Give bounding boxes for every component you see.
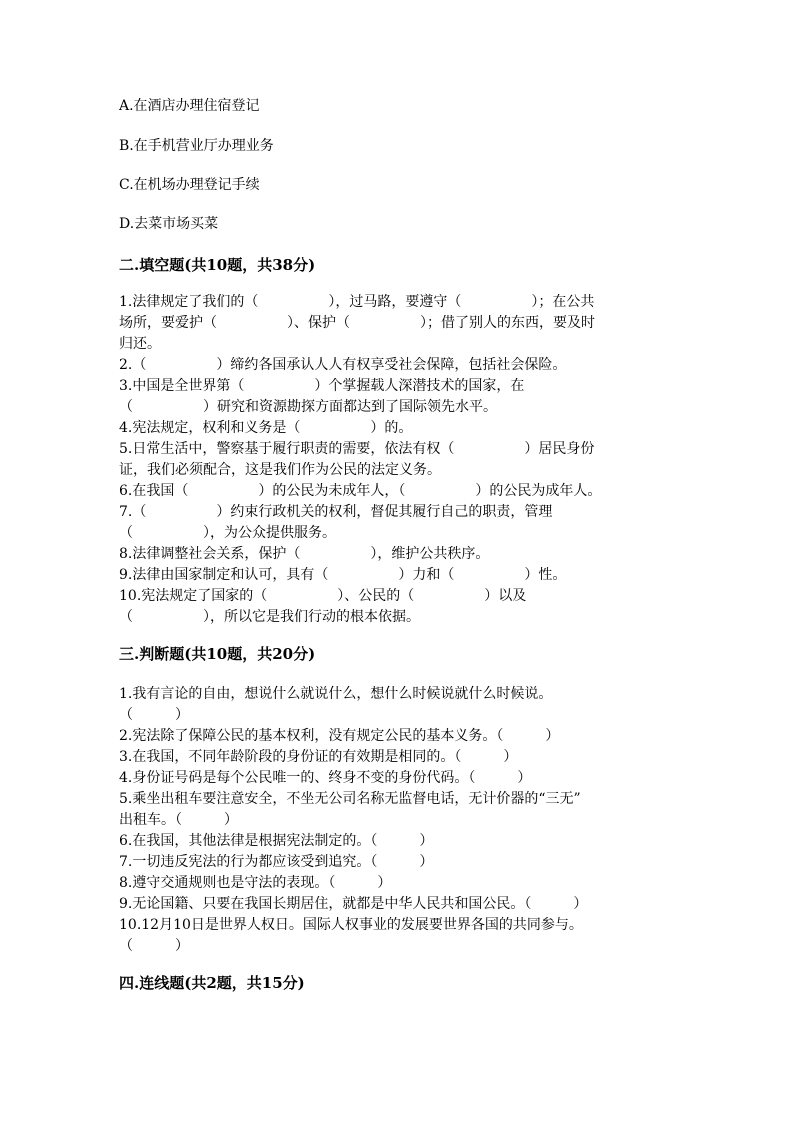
judge-question-2 xyxy=(119,726,679,747)
question-line: 10.宪法规定了国家的（ ）、公民的（ ）以及 xyxy=(119,588,527,604)
question-line: （ ） xyxy=(119,707,189,723)
question-line: 5.乘坐出租车要注意安全，不坐无公司名称无监督电话，无计价器的“三无” xyxy=(119,791,581,807)
question-line: 8.遵守交通规则也是守法的表现。（ ） xyxy=(119,875,392,891)
option-c: C.在机场办理登记手续 xyxy=(119,177,260,193)
judge-question-1 xyxy=(119,684,679,726)
question-line: 4.身份证号码是每个公民唯一的、终身不变的身份代码。（ ） xyxy=(119,770,532,786)
question-line: 3.中国是全世界第（ ）个掌握载人深潜技术的国家，在 xyxy=(119,378,525,394)
question-line: （ ） xyxy=(119,938,189,954)
judge-question-7 xyxy=(119,852,679,873)
judge-question-10 xyxy=(119,915,679,957)
judge-question-4 xyxy=(119,768,679,789)
judge-question-5 xyxy=(119,789,679,831)
fill-question-7 xyxy=(119,502,679,544)
question-line: 出租车。（ ） xyxy=(119,812,238,828)
question-line: 6.在我国（ ）的公民为未成年人，（ ）的公民为成年人。 xyxy=(119,483,602,499)
fill-question-3 xyxy=(119,376,679,418)
fill-question-6 xyxy=(119,481,679,502)
option-d: D.去菜市场买菜 xyxy=(119,216,219,232)
section-heading-fill-blank: 二.填空题(共10题，共38分) xyxy=(119,256,316,274)
question-line: 8.法律调整社会关系，保护（ ），维护公共秩序。 xyxy=(119,546,490,562)
option-b: B.在手机营业厅办理业务 xyxy=(119,138,274,154)
judge-question-8 xyxy=(119,873,679,894)
question-line: 9.无论国籍、只要在我国长期居住，就都是中华人民共和国公民。（ ） xyxy=(119,896,588,912)
question-line: 7.（ ）约束行政机关的权利，督促其履行自己的职责，管理 xyxy=(119,504,553,520)
judge-question-9 xyxy=(119,894,679,915)
question-line: 场所，要爱护（ ）、保护（ ）；借了别人的东西，要及时 xyxy=(119,315,595,331)
question-line: 6.在我国，其他法律是根据宪法制定的。（ ） xyxy=(119,833,434,849)
question-line: （ ），所以它是我们行动的根本依据。 xyxy=(119,609,420,625)
question-line: 1.我有言论的自由，想说什么就说什么，想什么时候说就什么时候说。 xyxy=(119,686,553,702)
fill-question-4 xyxy=(119,418,679,439)
question-line: （ ）研究和资源勘探方面都达到了国际领先水平。 xyxy=(119,399,497,415)
question-line: 2.（ ）缔约各国承认人人有权享受社会保障，包括社会保险。 xyxy=(119,357,567,373)
fill-question-10 xyxy=(119,586,679,628)
fill-question-1 xyxy=(119,292,679,355)
question-line: 1.法律规定了我们的（ ），过马路，要遵守（ ）；在公共 xyxy=(119,294,595,310)
fill-question-9 xyxy=(119,565,679,586)
question-line: 7.一切违反宪法的行为都应该受到追究。（ ） xyxy=(119,854,434,870)
question-line: 10.12月10日是世界人权日。国际人权事业的发展要世界各国的共同参与。 xyxy=(119,917,583,933)
judge-question-6 xyxy=(119,831,679,852)
section-heading-true-false: 三.判断题(共10题，共20分) xyxy=(119,645,316,663)
option-a: A.在酒店办理住宿登记 xyxy=(119,98,260,114)
question-line: 证，我们必须配合，这是我们作为公民的法定义务。 xyxy=(119,462,441,478)
question-line: 归还。 xyxy=(119,336,161,352)
fill-question-5 xyxy=(119,439,679,481)
question-line: （ ），为公众提供服务。 xyxy=(119,525,336,541)
fill-question-8 xyxy=(119,544,679,565)
question-line: 2.宪法除了保障公民的基本权利，没有规定公民的基本义务。（ ） xyxy=(119,728,560,744)
question-line: 5.日常生活中，警察基于履行职责的需要，依法有权（ ）居民身份 xyxy=(119,441,595,457)
question-line: 9.法律由国家制定和认可，具有（ ）力和（ ）性。 xyxy=(119,567,567,583)
judge-question-3 xyxy=(119,747,679,768)
question-line: 4.宪法规定，权利和义务是（ ）的。 xyxy=(119,420,413,436)
section-heading-matching: 四.连线题(共2题，共15分) xyxy=(119,974,305,992)
question-line: 3.在我国，不同年龄阶段的身份证的有效期是相同的。（ ） xyxy=(119,749,518,765)
fill-question-2 xyxy=(119,355,679,376)
